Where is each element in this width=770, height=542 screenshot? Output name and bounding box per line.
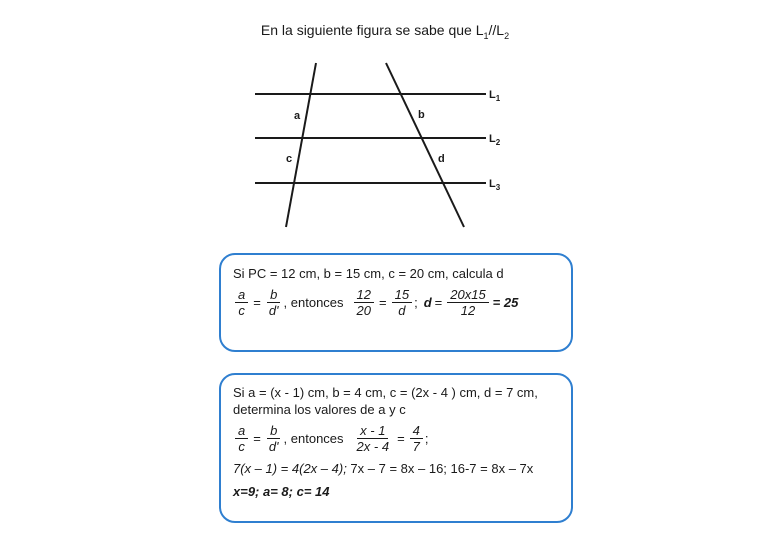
segment-label-a: a bbox=[294, 110, 301, 122]
problem-2-answer: x=9; a= 8; c= 14 bbox=[233, 484, 330, 499]
segment-label-d: d bbox=[438, 153, 445, 165]
problem-2-equation: $\frac{a}{c}$ = $\frac{b}{d'}$ , entonces $\frac{x - 1}{2x - 4}$ = $\frac{4}{7}$ ; bbox=[233, 423, 559, 454]
problem-2-steps: 7(x – 1) = 4(2x – 4); 7x – 7 = 8x – 16; 16-7 = 8x – 7x bbox=[233, 461, 534, 476]
fraction-12-over-20: $\frac{12}{20}$ bbox=[354, 287, 374, 318]
fraction-b-over-d: $\frac{b}{d'}$ bbox=[268, 423, 279, 454]
problem-1-equation: $\frac{a}{c}$ = $\frac{b}{d'}$ , entonces $\frac{12}{20}$ = $\frac{15}{d}$ ; d = $\frac{20x15}{12}$ = 25 bbox=[233, 287, 559, 318]
fraction-a-over-c: $\frac{a}{c}$ bbox=[235, 287, 248, 318]
transversal-left bbox=[286, 63, 316, 227]
segment-label-c: c bbox=[286, 153, 293, 165]
connector-text: , entonces bbox=[283, 295, 344, 310]
problem-1-result: = 25 bbox=[492, 295, 519, 310]
fraction-x-1-over-2x-4: $\frac{x - 1}{2x - 4}$ bbox=[356, 423, 390, 454]
problem-1-box bbox=[219, 253, 573, 352]
line-label-l3: $L_3$ bbox=[489, 178, 501, 192]
line-label-l1: $L_1$ bbox=[489, 89, 501, 103]
problem-1-statement: Si PC = 12 cm, b = 15 cm, c = 20 cm, calcula d bbox=[233, 266, 504, 281]
line-label-l2: $L_2$ bbox=[489, 133, 501, 147]
parallel-lines-figure bbox=[0, 0, 770, 250]
figure-title: En la siguiente figura se sabe que $L_1//L_2$ bbox=[260, 22, 510, 41]
segment-label-b: b bbox=[418, 109, 425, 121]
problem-2-statement-line-1: Si a = (x - 1) cm, b = 4 cm, c = (2x - 4 ) cm, d = 7 cm, bbox=[233, 385, 538, 400]
fraction-a-over-c: $\frac{a}{c}$ bbox=[235, 423, 248, 454]
fraction-20x15-over-12: $\frac{20x15}{12}$ bbox=[447, 287, 488, 318]
problem-2-statement-line-2: determina los valores de a y c bbox=[233, 402, 406, 417]
fraction-b-over-d: $\frac{b}{d'}$ bbox=[268, 287, 279, 318]
fraction-15-over-d: $\frac{15}{d}$ bbox=[392, 287, 412, 318]
problem-2-box bbox=[219, 373, 573, 523]
transversal-right bbox=[386, 63, 464, 227]
fraction-4-over-7: $\frac{4}{7}$ bbox=[410, 423, 423, 454]
connector-text: , entonces bbox=[283, 431, 344, 446]
